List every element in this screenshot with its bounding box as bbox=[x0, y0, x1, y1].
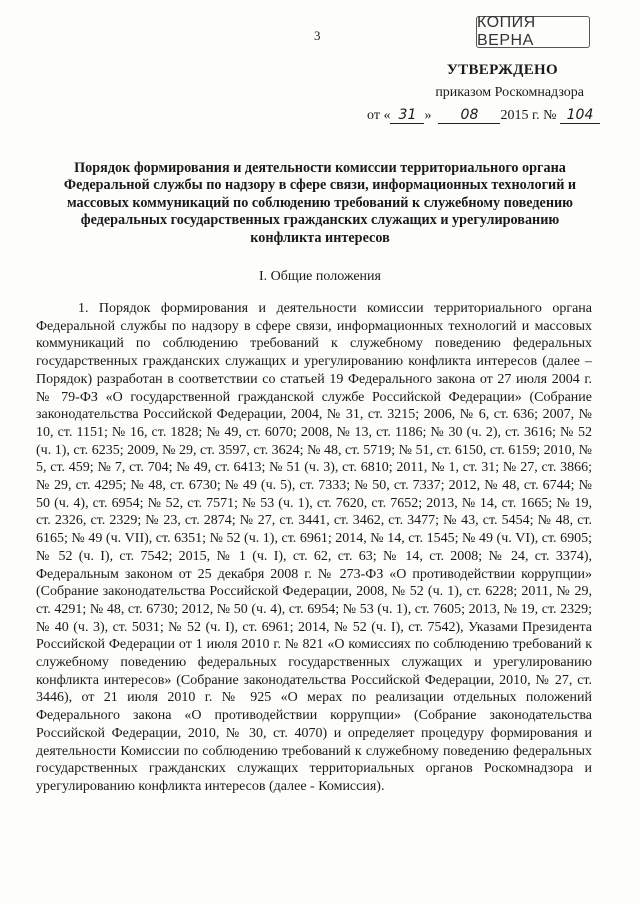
date-year-text: 2015 г. № bbox=[500, 108, 557, 123]
paragraph-1: 1. Порядок формирования и деятельности комиссии территориального органа Федеральной службы по надзору в сфере связи, информационных технологий и массовых коммуникаций по соблюдению требований к служебному поведению федеральных государственных гражданских служащих и урегулированию конфликта интересов (далее – Порядок) разработан в соответствии со статьей 19 Федерального закона от 27 июля 2004 г. № 79-ФЗ «О государственной гражданской службе Российской Федерации» (Собрание законодательства Российской Федерации, 2004, № 31, ст. 3215; 2006, № 6, ст. 636; 2007, № 10, ст. 1151; № 16, ст. 1828; № 49, ст. 6070; 2008, № 13, ст. 1186; № 30 (ч. 2), ст. 3616; № 52 (ч. 1), ст. 6235; 2009, № 29, ст. 3597, ст. 3624; № 48, ст. 5719; № 51, ст. 6150, ст. 6159; 2010, № 5, ст. 459; № 7, ст. 704; № 49, ст. 6413; № 51 (ч. 3), ст. 6810; 2011, № 1, ст. 31; № 27, ст. 3866; № 29, ст. 4295; № 48, ст. 6730; № 49 (ч. 5), ст. 7333; № 50, ст. 7337; 2012, № 48, ст. 6744; № 50 (ч. 4), ст. 6954; № 52, ст. 7571; № 53 (ч. 1), ст. 7620, ст. 7652; 2013, № 14, ст. 1665; № 19, ст. 2326, ст. 2329; № 23, ст. 2874; № 27, ст. 3441, ст. 3462, ст. 3477; № 43, ст. 5454; № 48, ст. 6165; № 49 (ч. VII), ст. 6351; № 52 (ч. 1), ст. 6961; 2014, № 14, ст. 1545; № 49 (ч. VI), ст. 6905; № 52 (ч. I), ст. 7542; 2015, № 1 (ч. I), ст. 62, ст. 63; № 14, ст. 2008; № 24, ст. 3374), Федеральным законом от 25 декабря 2008 г. № 273-ФЗ «О противодействии коррупции» (Собрание законодательства Российской Федерации, 2008, № 52 (ч. 1), ст. 6228; 2011, № 29, ст. 4291; № 48, ст. 6730; 2012, № 50 (ч. 4), ст. 6954; № 53 (ч. 1), ст. 7605; 2013, № 19, ст. 2329; № 40 (ч. 3), ст. 5031; № 52 (ч. I), ст. 6961; 2014, № 52 (ч. I), ст. 7542), Указами Президента Российской Федерации от 1 июля 2010 г. № 821 «О комиссиях по соблюдению требований к служебному поведению федеральных государственных служащих и урегулированию конфликта интересов» (Собрание законодательства Российской Федерации, 2010, № 27, ст. 3446), от 21 июля 2010 г. № 925 «О мерах по реализации отдельных положений Федерального закона «О противодействии коррупции» (Собрание законодательства Российской Федерации, 2010, № 30, ст. 4070) и определяет процедуру формирования и деятельности Комиссии по соблюдению требований к служебному поведению федеральных государственных гражданских служащих территориальных органов Роскомнадзора и урегулированию конфликта интересов (далее - Комиссия). bbox=[36, 301, 592, 794]
copy-certified-stamp bbox=[476, 16, 590, 48]
document-title: Порядок формирования и деятельности комиссии территориального органа Федеральной службы по надзору в сфере связи, информационных технологий и массовых коммуникаций по соблюдению требований к служебному поведению федеральных государственных гражданских служащих и урегулированию конфликта интересов bbox=[63, 160, 577, 246]
approval-date-line bbox=[330, 107, 600, 124]
date-prefix: от « bbox=[367, 108, 391, 123]
page-number: 3 bbox=[314, 28, 321, 43]
handwritten-order-number: 104 bbox=[560, 107, 600, 124]
approved-heading: УТВЕРЖДЕНО bbox=[446, 62, 558, 78]
section-heading: I. Общие положения bbox=[259, 269, 381, 284]
date-close-quote: » bbox=[424, 108, 432, 123]
handwritten-day: 31 bbox=[390, 107, 424, 124]
approval-block bbox=[330, 62, 600, 124]
handwritten-month: 08 bbox=[438, 107, 500, 124]
approval-order-line: приказом Роскомнадзора bbox=[435, 85, 584, 100]
stamp-text: КОПИЯ ВЕРНА bbox=[477, 14, 536, 49]
